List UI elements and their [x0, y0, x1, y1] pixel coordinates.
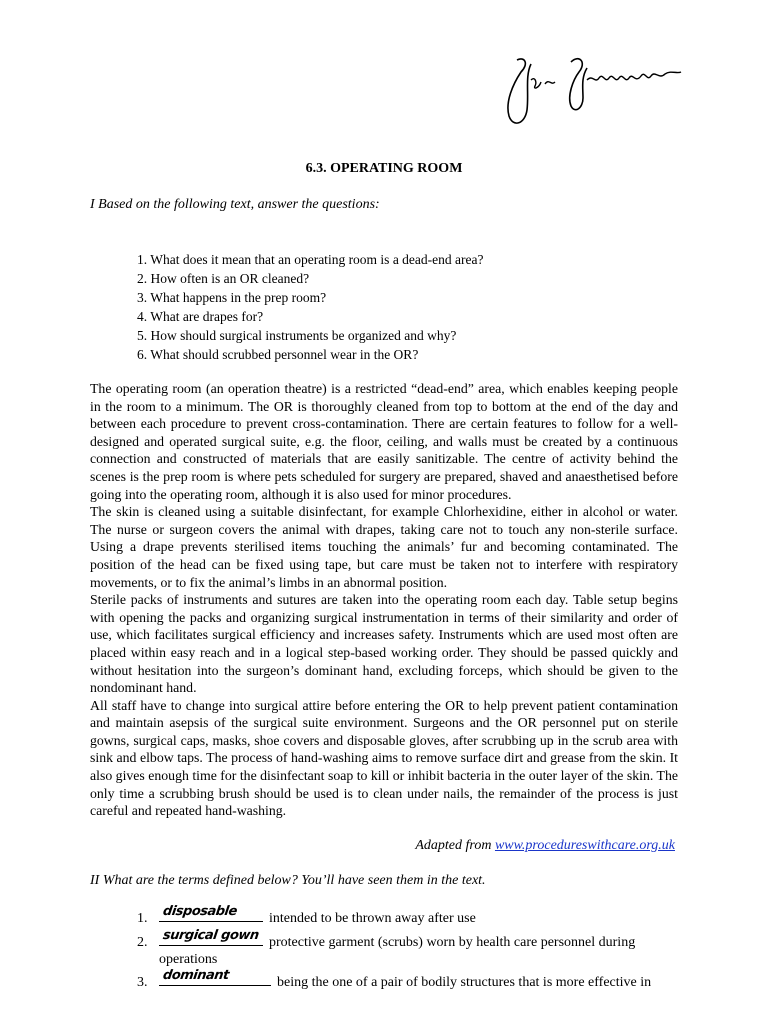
- paragraph: All staff have to change into surgical attire before entering the OR to help prevent patient contamination and maintain asepsis of the surgical suite environment. Surgeons and the OR personnel put on sterile gowns, surgical caps, masks, shoe covers and disposable gloves, after scrubbing up in the scrub area with sink and elbow taps. The process of hand-washing aims to remove surface dirt and grease from the skin. It also gives enough time for the disinfectant soap to kill or inhibit bacteria in the outer layer of the skin. The only time a scrubbing brush should be used is to clean under nails, the remainder of the process is just careful and repeated hand-washing.: [90, 697, 678, 819]
- term-number: 3.: [137, 975, 148, 990]
- answer-blank[interactable]: [159, 928, 263, 946]
- term-definition: being the one of a pair of bodily structures that is more effective in: [277, 975, 652, 990]
- paragraph: The operating room (an operation theatre) is a restricted “dead-end” area, which enables keeping people in the room to a minimum. The OR is thoroughly cleaned from top to bottom at the end of the day and between each procedure to prevent cross-contamination. There are certain features to follow for a well-designed and operated surgical suite, e.g. the floor, ceiling, and walls must be created by a continuous connection and constructed of materials that are easily sanitizable. The centre of activity behind the scenes is the prep room is where pets scheduled for surgery are prepared, shaved and anaesthetised before going into the operating room, although it is also used for minor procedures.: [90, 381, 678, 502]
- question-item: 5. How should surgical instruments be organized and why?: [137, 328, 457, 343]
- question-item: 1. What does it mean that an operating room is a dead-end area?: [137, 252, 484, 267]
- term-number: 2.: [137, 935, 148, 950]
- handwritten-answer: disposable: [161, 904, 238, 919]
- term-item: [137, 968, 677, 991]
- term-definition-continued: operations: [159, 952, 218, 967]
- term-definition: intended to be thrown away after use: [269, 911, 476, 926]
- terms-list: [137, 904, 677, 991]
- paragraph: The skin is cleaned using a suitable disinfectant, for example Chlorhexidine, either in alcohol or water. The nurse or surgeon covers the animal with drapes, taking care not to touch any non-sterile surface. Using a drape prevents sterilised items touching the animals’ fur and becoming contaminated. The position of the head can be fixed using tape, but care must be taken not to interfere with respiratory movements, or to fix the animal’s limbs in an abnormal position.: [90, 504, 678, 590]
- term-item: [137, 904, 677, 927]
- question-item: 3. What happens in the prep room?: [137, 290, 327, 305]
- term-definition: protective garment (scrubs) worn by health care personnel during: [269, 935, 636, 950]
- question-item: 4. What are drapes for?: [137, 309, 264, 324]
- handwritten-answer: surgical gown: [161, 928, 260, 943]
- instruction-part-2: II What are the terms defined below? You’ll have seen them in the text.: [90, 873, 486, 888]
- answer-blank[interactable]: [159, 904, 263, 922]
- page-title: 6.3. OPERATING ROOM: [305, 161, 463, 176]
- signature-image: [495, 50, 685, 130]
- term-number: 1.: [137, 911, 148, 926]
- source-prefix: Adapted from: [415, 838, 495, 853]
- source-attribution: [415, 838, 675, 854]
- question-item: 6. What should scrubbed personnel wear in the OR?: [137, 347, 419, 362]
- question-list: [137, 250, 484, 364]
- term-item: [137, 928, 677, 968]
- question-item: 2. How often is an OR cleaned?: [137, 271, 310, 286]
- source-link[interactable]: www.procedureswithcare.org.uk: [494, 838, 675, 853]
- instruction-part-1: I Based on the following text, answer the questions:: [90, 197, 380, 212]
- paragraph: Sterile packs of instruments and sutures are taken into the operating room each day. Table setup begins with opening the packs and organizing surgical instrumentation in terms of their similarity and order of use, which facilitates surgical efficiency and increases safety. Instruments which are used most often are placed within easy reach and in a logical step-based working order. They should be passed quickly and without hesitation into the surgeon’s dominant hand, excluding forceps, which should be given to the nondominant hand.: [90, 592, 678, 696]
- reading-text: [90, 380, 678, 820]
- handwritten-answer: dominant: [161, 968, 230, 983]
- answer-blank[interactable]: [159, 968, 271, 986]
